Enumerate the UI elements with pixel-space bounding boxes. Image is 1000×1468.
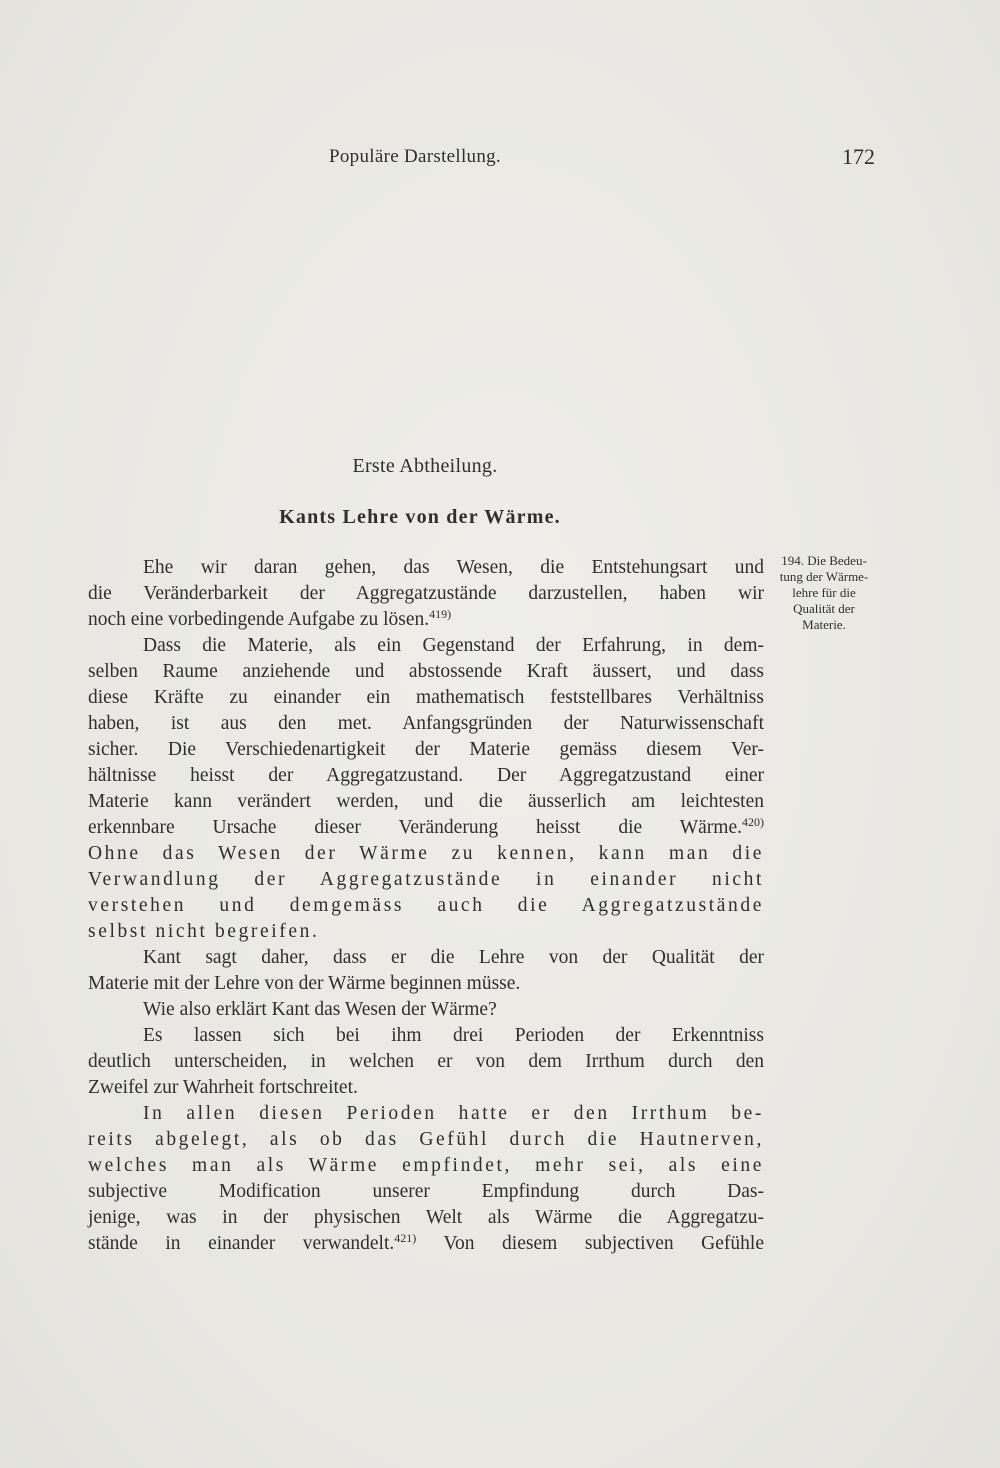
text-line	[88, 659, 764, 685]
line-text: selbst nicht begreifen.	[88, 921, 320, 942]
text-line	[88, 737, 764, 763]
section-title: Erste Abtheilung.	[352, 455, 498, 477]
text-line	[88, 633, 764, 659]
line-text: reits abgelegt, als ob das Gefühl durch die Hautnerven,	[88, 1129, 764, 1150]
line-text: In allen diesen Perioden hatte er den Irrthum be-	[143, 1103, 764, 1124]
marginal-note-line: 194. Die Bedeu-	[781, 553, 867, 568]
line-text: haben, ist aus den met. Anfangsgründen der Naturwissenschaft	[88, 713, 764, 734]
text-line	[88, 1023, 764, 1049]
marginal-note-line: Qualität der	[793, 601, 855, 616]
footnote-reference: 420)	[742, 815, 764, 829]
text-line	[88, 763, 764, 789]
marginal-note-line: lehre für die	[792, 585, 856, 600]
text-line	[88, 607, 764, 633]
text-line	[88, 711, 764, 737]
line-text: selben Raume anziehende und abstossende Kraft äussert, und dass	[88, 661, 764, 682]
line-text: jenige, was in der physischen Welt als Wärme die Aggregatzu-	[88, 1207, 764, 1228]
text-line	[88, 1049, 764, 1075]
text-line	[88, 997, 764, 1023]
text-line	[88, 789, 764, 815]
line-text: Zweifel zur Wahrheit fortschreitet.	[88, 1077, 358, 1098]
text-line	[88, 1231, 764, 1257]
line-text: Dass die Materie, als ein Gegenstand der Erfahrung, in dem-	[143, 635, 764, 656]
line-text: Ohne das Wesen der Wärme zu kennen, kann man die	[88, 843, 764, 864]
line-text: deutlich unterscheiden, in welchen er von dem Irrthum durch den	[88, 1051, 764, 1072]
line-text-continuation: Von diesem subjectiven Gefühle	[416, 1233, 764, 1254]
marginal-note	[768, 553, 880, 633]
line-text: Verwandlung der Aggregatzustände in einander nicht	[88, 869, 764, 890]
footnote-reference: 419)	[429, 607, 452, 621]
line-text: welches man als Wärme empfindet, mehr sei, als eine	[88, 1155, 764, 1176]
line-text: Es lassen sich bei ihm drei Perioden der Erkenntniss	[143, 1025, 764, 1046]
marginal-note-line: Materie.	[802, 617, 846, 632]
text-line	[88, 867, 764, 893]
line-text: Wie also erklärt Kant das Wesen der Wärme?	[143, 999, 497, 1020]
line-text: die Veränderbarkeit der Aggregatzustände darzustellen, haben wir	[88, 583, 764, 604]
marginal-note-line: tung der Wärme-	[779, 569, 869, 584]
line-text: Kant sagt daher, dass er die Lehre von der Qualität der	[143, 947, 764, 968]
text-line	[88, 555, 764, 581]
text-line	[88, 893, 764, 919]
text-line	[88, 1075, 764, 1101]
text-line	[88, 815, 764, 841]
body-text	[88, 555, 764, 1257]
text-line	[88, 1101, 764, 1127]
line-text: sicher. Die Verschiedenartigkeit der Materie gemäss diesem Ver-	[88, 739, 764, 760]
line-text: subjective Modification unserer Empfindung durch Das-	[88, 1181, 764, 1202]
text-line	[88, 1205, 764, 1231]
text-line	[88, 1153, 764, 1179]
page-number: 172	[842, 144, 875, 169]
line-text: Materie mit der Lehre von der Wärme beginnen müsse.	[88, 973, 521, 994]
text-line	[88, 919, 764, 945]
chapter-title: Kants Lehre von der Wärme.	[279, 506, 561, 528]
line-text: verstehen und demgemäss auch die Aggregatzustände	[88, 895, 764, 916]
line-text: noch eine vorbedingende Aufgabe zu lösen.	[88, 609, 430, 630]
text-line	[88, 685, 764, 711]
line-text: Ehe wir daran gehen, das Wesen, die Entstehungsart und	[143, 557, 764, 578]
text-line	[88, 971, 764, 997]
line-text: erkennbare Ursache dieser Veränderung heisst die Wärme.	[88, 817, 742, 838]
text-line	[88, 841, 764, 867]
line-text: hältnisse heisst der Aggregatzustand. Der Aggregatzustand einer	[88, 765, 764, 786]
line-text: diese Kräfte zu einander ein mathematisch feststellbares Verhältniss	[88, 687, 764, 708]
footnote-reference: 421)	[394, 1231, 417, 1245]
text-line	[88, 945, 764, 971]
line-text: stände in einander verwandelt.	[88, 1233, 395, 1254]
text-line	[88, 1127, 764, 1153]
line-text: Materie kann verändert werden, und die äusserlich am leichtesten	[88, 791, 764, 812]
running-title: Populäre Darstellung.	[329, 146, 501, 167]
text-line	[88, 1179, 764, 1205]
text-line	[88, 581, 764, 607]
